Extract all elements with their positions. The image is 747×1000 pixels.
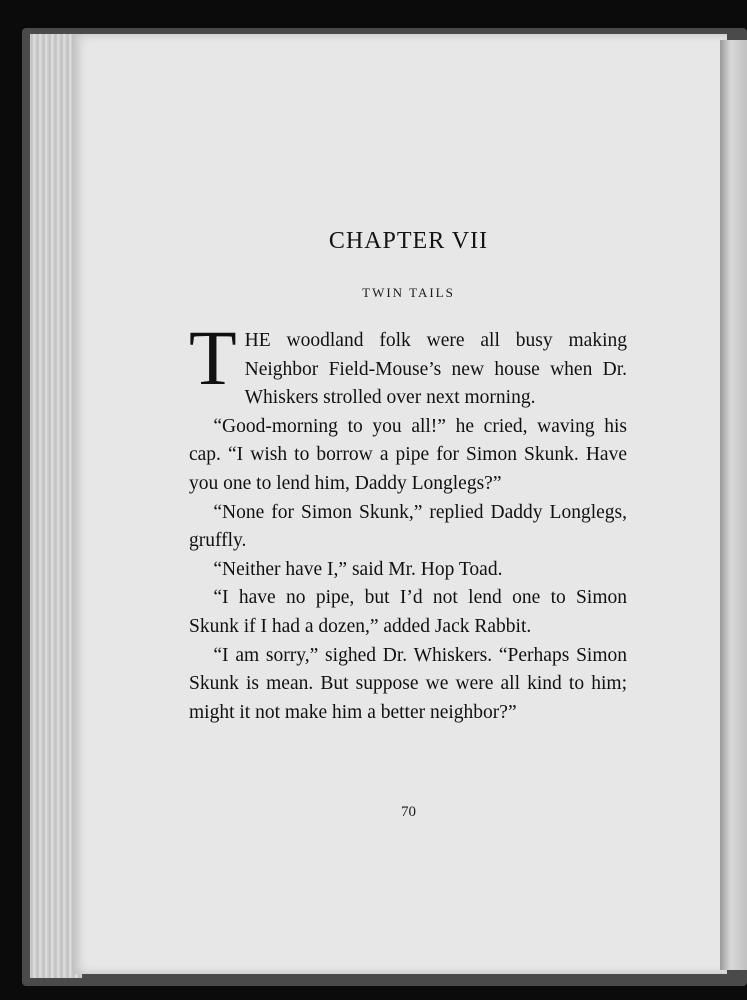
paragraph (189, 314, 627, 413)
paragraph-text: HE woodland folk were all busy making Neighbor Field-Mouse’s new house when Dr. Whiskers strolled over next morning. (244, 330, 627, 409)
chapter-subtitle: TWIN TAILS (362, 285, 455, 300)
paragraph: “None for Simon Skunk,” replied Daddy Longlegs, gruffly. (189, 501, 627, 552)
body-text (189, 314, 627, 727)
chapter-heading: CHAPTER VII (328, 228, 489, 254)
paragraph: “Neither have I,” said Mr. Hop Toad. (213, 558, 503, 580)
drop-cap: T (189, 314, 237, 401)
paragraph: “I am sorry,” sighed Dr. Whiskers. “Perhaps Simon Skunk is mean. But suppose we were all kind to him; might it not make him a better neighbor?” (189, 644, 627, 723)
paragraph: “Good-morning to you all!” he cried, waving his cap. “I wish to borrow a pipe for Simon Skunk. Have you one to lend him, Daddy Longlegs?” (189, 415, 627, 494)
paragraph: “I have no pipe, but I’d not lend one to Simon Skunk if I had a dozen,” added Jack Rabbit. (189, 587, 627, 637)
binding-edge (720, 40, 747, 970)
page-number: 70 (401, 804, 416, 820)
